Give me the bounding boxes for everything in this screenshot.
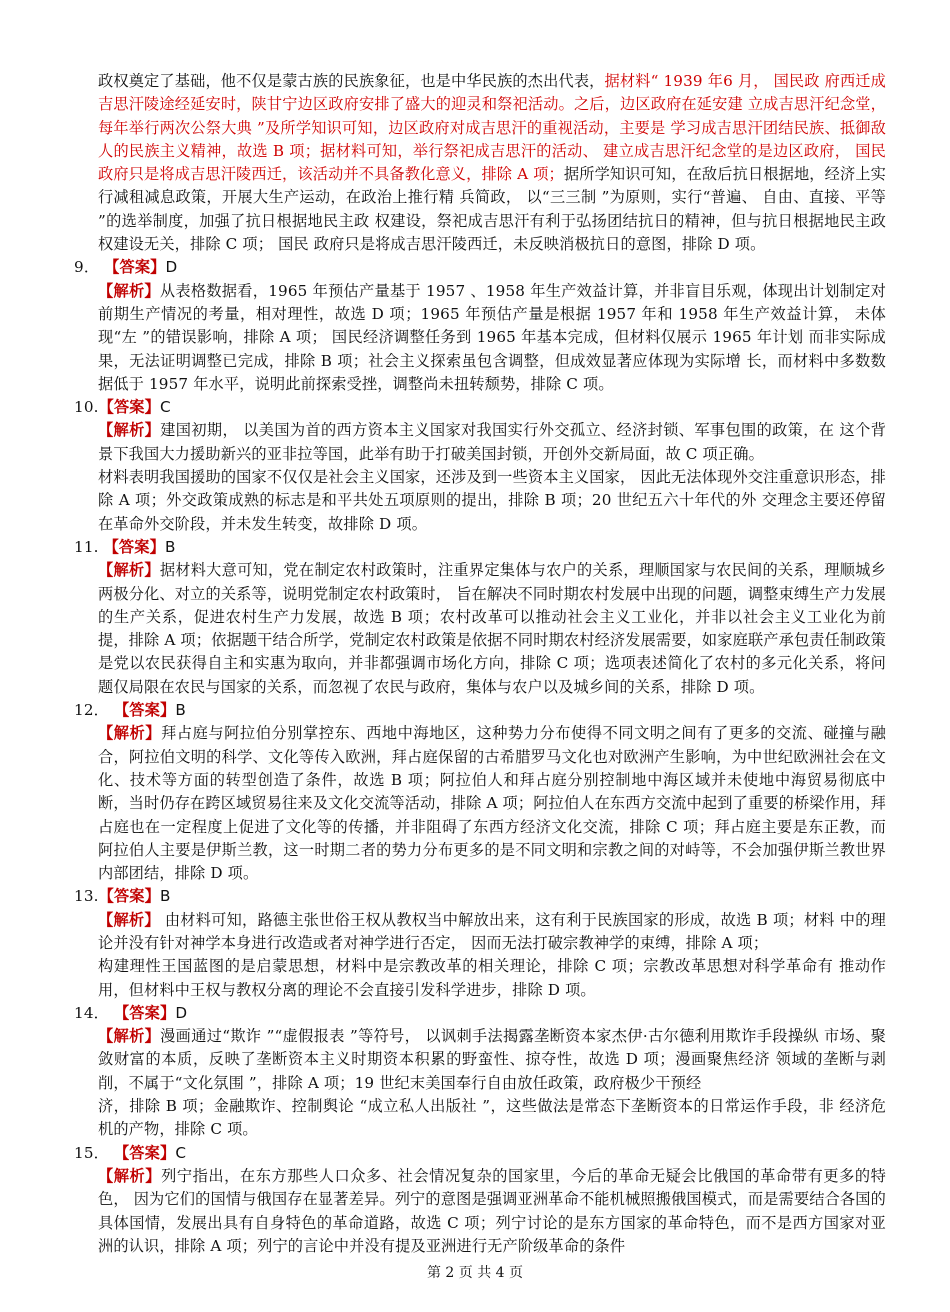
- answer-letter: D: [175, 1003, 188, 1022]
- analysis-tag: 【解析】: [98, 561, 160, 580]
- answer-tag: 【答案】: [113, 701, 176, 720]
- analysis-tag: 【解析】: [98, 1027, 161, 1046]
- item-10-answer: [74, 396, 886, 419]
- item-10-analysis: [74, 419, 886, 466]
- item-14-analysis-extra: [74, 1095, 886, 1142]
- answer-letter: B: [159, 887, 171, 906]
- answer-tag: 【答案】: [104, 258, 166, 277]
- item-14-answer: [74, 1002, 886, 1025]
- item-number: 11.: [74, 537, 99, 556]
- page-footer: 第 2 页 共 4 页: [426, 1265, 524, 1281]
- answer-letter: C: [175, 1143, 187, 1162]
- analysis-text: 建国初期， 以美国为首的西方资本主义国家对我国实行外交孤立、经济封锁、军事包围的政策，在 这个背景下我国大力援助新兴的亚非拉等国，此举有助于打破美国封锁，开创外交新局面，故 C 项正确。: [98, 421, 886, 463]
- item-13-answer: [74, 885, 886, 908]
- answer-tag: 【答案】: [98, 887, 160, 906]
- item-number: 15．: [74, 1143, 109, 1162]
- answer-tag: 【答案】: [113, 1003, 176, 1022]
- item-13-analysis: [74, 909, 886, 956]
- item-number: 12．: [74, 701, 109, 720]
- item-9-analysis: [74, 280, 886, 396]
- answer-analysis-body: [74, 70, 886, 1258]
- item-10-analysis-extra: [74, 466, 886, 536]
- answer-letter: D: [165, 258, 178, 277]
- answer-tag: 【答案】: [103, 537, 165, 556]
- answer-letter: B: [164, 537, 176, 556]
- analysis-text: 拜占庭与阿拉伯分别掌控东、西地中海地区，这种势力分布使得不同文明之间有了更多的交流、碰撞与融合，阿拉伯文明的科学、文化等传入欧洲，拜占庭保留的古希腊罗马文化也对欧洲产生影响，为中世纪欧洲社会在文化、技术等方面的转型创造了条件，故选 B 项；阿拉伯人和拜占庭分别控制地中海区域并未使地中海贸易彻底中断，当时仍存在跨区域贸易往来及文化交流等活动，排除 A 项；阿拉伯人在东西方交流中起到了重要的桥梁作用，拜占庭也在一定程度上促进了文化等的传播，并非阻碍了东西方经济文化交流，排除 C 项；拜占庭主要是东正教，而阿拉伯人主要是伊斯兰教，这一时期二者的势力分布更多的是不同文明和宗教之间的对峙等，不会加强伊斯兰教世界内部团结，排除 D 项。: [98, 724, 886, 883]
- intro-text-tail: 据所学知识可知，在敌后抗日根据地，经济上实行减租减息政策，开展大生产运动，在政治上推行精 兵简政， 以“三三制 ”为原则，实行“普遍、 自由、直接、平等 ”的选举制度，加强了抗日根据地民主政 权建设，祭祀成吉思汗有利于弘扬团结抗日的精神，但与抗日根据地民主政权建设无关，排除 C 项； 国民 政府只是将成吉思汗陵西迁，未反映消极抗日的意图，排除 D 项。: [98, 165, 886, 254]
- analysis-tag: 【解析】: [98, 421, 161, 440]
- item-13-analysis-extra: [74, 955, 886, 1002]
- item-11-analysis: [74, 559, 886, 699]
- item-number: 10.: [74, 398, 99, 417]
- analysis-text-extra: 构建理性王国蓝图的是启蒙思想，材料中是宗教改革的相关理论，排除 C 项；宗教改革思想对科学革命有 推动作用，但材料中王权与教权分离的理论不会直接引发科学进步，排除 D 项。: [98, 957, 886, 999]
- analysis-tag: 【解析】: [98, 910, 160, 929]
- answer-tag: 【答案】: [98, 398, 160, 417]
- analysis-text: 漫画通过“欺诈 ”“虚假报表 ”等符号， 以讽刺手法揭露垄断资本家杰伊·古尔德利用欺诈手段操纵 市场、聚敛财富的本质，反映了垄断资本主义时期资本积累的野蛮性、掠夺性，故选 D 项；漫画聚焦经济 领域的垄断与剥削，不属于“文化氛围 ”，排除 A 项；19 世纪末美国奉行自由放任政策，政府极少干预经: [98, 1027, 886, 1092]
- item-15-answer: [74, 1142, 886, 1165]
- item-number: 9．: [74, 258, 100, 277]
- answer-letter: C: [159, 398, 171, 417]
- analysis-text-extra: 济，排除 B 项；金融欺诈、控制舆论 “成立私人出版社 ”，这些做法是常态下垄断资本的日常运作手段，非 经济危机的产物，排除 C 项。: [98, 1097, 886, 1139]
- item-9-answer: [74, 256, 886, 279]
- item-8-continuation: [74, 70, 886, 256]
- intro-highlighted-text: 据材料“ 1939 年6 月， 国民政 府西迁成吉思汗陵途经延安时，陕甘宁边区政府安排了盛大的迎灵和祭祀活动。之后，边区政府在延安建 立成吉思汗纪念堂，每年举行两次公祭大典 ”及所学知识可知，边区政府对成吉思汗的重视活动，主要是 学习成吉思汗团结民族、抵御敌人的民族主义精神，故选 B 项；据材料可知，举行祭祀成吉思汗的活动、 建立成吉思汗纪念堂的是边区政府， 国民政府只是将成吉思汗陵西迁，该活动并不具备教化意义，排除 A 项；: [98, 72, 886, 184]
- analysis-text: 据材料大意可知，党在制定农村政策时，注重界定集体与农户的关系，理顺国家与农民间的关系，理顺城乡两极分化、对立的关系等，说明党制定农村政策时， 旨在解决不同时期农村发展中出现的问题，调整束缚生产力发展的生产关系，促进农村生产力发展，故选 B 项；农村改革可以推动社会主义工业化，并非以社会主义工业化为前提，排除 A 项；依据题干结合所学，党制定农村政策是依据不同时期农村经济发展需要，如家庭联产承包责任制政策是党以农民获得自主和实惠为取向，并非都强调市场化方向，排除 C 项；选项表述简化了农村的多元化关系，将问题仅局限在农民与国家的关系，而忽视了农民与政府，集体与农户以及城乡间的关系，排除 D 项。: [98, 561, 886, 696]
- analysis-text: 从表格数据看，1965 年预估产量基于 1957 、1958 年生产效益计算，并非盲目乐观，体现出计划制定对前期生产情况的考量，相对理性，故选 D 项；1965 年预估产量是根据 1957 年和 1958 年生产效益计算， 未体现“左 ”的错误影响，排除 A 项； 国民经济调整任务到 1965 年基本完成，但材料仅展示 1965 年计划 而非实际成果，无法证明调整已完成，排除 B 项；社会主义探索虽包含调整，但成效显著应体现为实际增 长，而材料中多数数据低于 1957 年水平，说明此前探索受挫，调整尚未扭转颓势，排除 C 项。: [98, 281, 886, 393]
- item-15-analysis: [74, 1165, 886, 1258]
- answer-tag: 【答案】: [113, 1143, 176, 1162]
- analysis-tag: 【解析】: [98, 724, 162, 743]
- analysis-tag: 【解析】: [98, 1166, 162, 1185]
- intro-text: 政权奠定了基础，他不仅是蒙古族的民族象征，也是中华民族的杰出代表，: [98, 72, 605, 90]
- analysis-text: 由材料可知，路德主张世俗王权从教权当中解放出来，这有利于民族国家的形成，故选 B 项；材料 中的理论并没有针对神学本身进行改造或者对神学进行否定， 因而无法打破宗教神学的束缚，排除 A 项；: [98, 910, 886, 952]
- analysis-text: 列宁指出，在东方那些人口众多、社会情况复杂的国家里，今后的革命无疑会比俄国的革命带有更多的特色， 因为它们的国情与俄国存在显著差异。列宁的意图是强调亚洲革命不能机械照搬俄国模式，而是需要结合各国的具体国情，发展出具有自身特色的革命道路，故选 C 项；列宁讨论的是东方国家的革命特色，而不是西方国家对亚洲的认识，排除 A 项；列宁的言论中并没有提及亚洲进行无产阶级革命的条件: [98, 1166, 886, 1255]
- answer-letter: B: [175, 701, 186, 720]
- analysis-tag: 【解析】: [98, 281, 160, 300]
- item-12-analysis: [74, 722, 886, 885]
- item-11-answer: [74, 536, 886, 559]
- item-number: 13.: [74, 887, 99, 906]
- analysis-text-extra: 材料表明我国援助的国家不仅仅是社会主义国家，还涉及到一些资本主义国家， 因此无法体现外交注重意识形态，排除 A 项；外交政策成熟的标志是和平共处五项原则的提出，排除 B 项；20 世纪五六十年代的外 交理念主要还停留在革命外交阶段，并未发生转变，故排除 D 项。: [98, 468, 886, 533]
- item-14-analysis: [74, 1025, 886, 1095]
- item-number: 14．: [74, 1003, 109, 1022]
- item-12-answer: [74, 699, 886, 722]
